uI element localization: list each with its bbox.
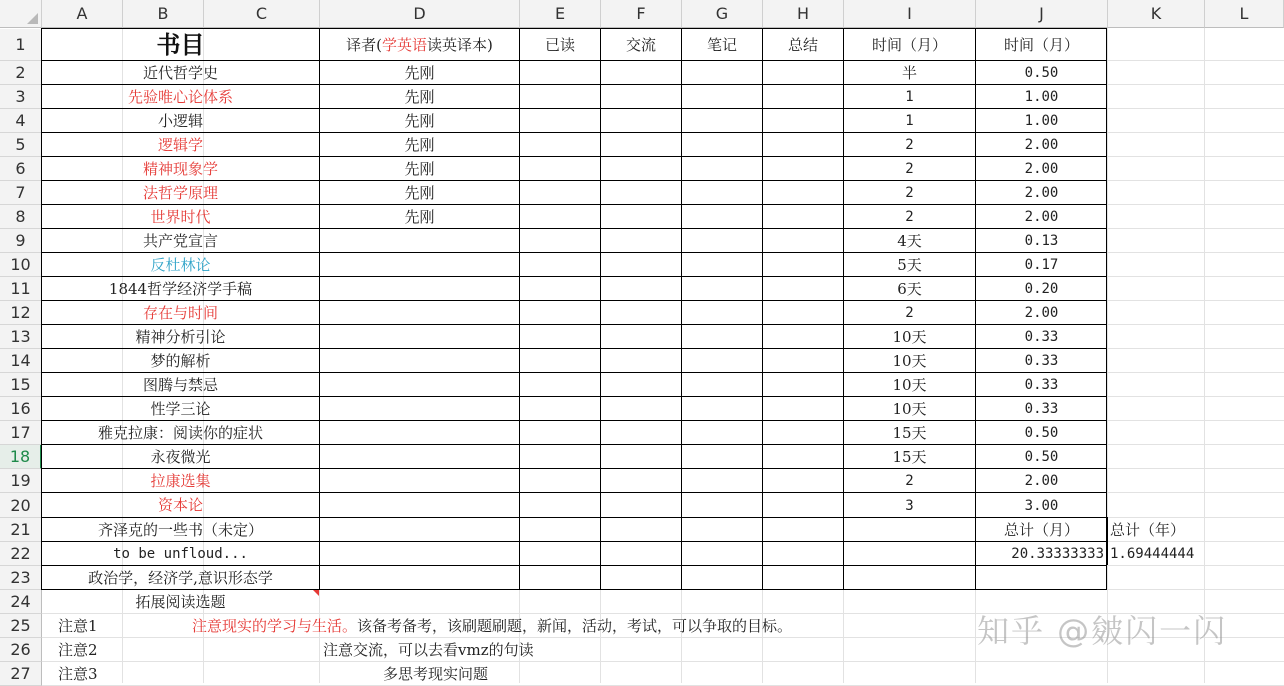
book-translator[interactable]: 先刚 — [404, 135, 435, 154]
book-months[interactable]: 0.13 — [1024, 233, 1059, 249]
book-months[interactable]: 0.50 — [1024, 425, 1059, 441]
note2-text[interactable]: 注意交流，可以去看vmz的句读 — [323, 640, 534, 659]
book-title[interactable]: 逻辑学 — [157, 135, 203, 154]
book-time[interactable]: 4天 — [897, 231, 922, 250]
book-time[interactable]: 半 — [901, 63, 917, 82]
book-time[interactable]: 10天 — [892, 375, 927, 394]
header-notes[interactable]: 笔记 — [706, 35, 737, 54]
row-header-8[interactable]: 8 — [0, 205, 42, 229]
book-months[interactable]: 0.33 — [1024, 401, 1059, 417]
book-title[interactable]: 图腾与禁忌 — [142, 375, 218, 394]
row-header-15[interactable]: 15 — [0, 373, 42, 397]
note3-text[interactable]: 多思考现实问题 — [383, 664, 489, 683]
book-title[interactable]: 资本论 — [157, 496, 203, 514]
table-border-v — [762, 517, 763, 590]
row-header-12[interactable]: 12 — [0, 301, 42, 325]
row-header-9[interactable]: 9 — [0, 229, 42, 253]
book-time[interactable]: 3 — [905, 497, 914, 514]
book-title[interactable]: 法哲学原理 — [142, 183, 218, 202]
column-header-i[interactable]: I — [844, 0, 976, 28]
book-translator[interactable] — [320, 469, 519, 493]
book-time[interactable]: 10天 — [892, 327, 927, 346]
column-header-f[interactable]: F — [601, 0, 682, 28]
note1-black-text: 该备考备考，该刷题刷题，新闻，活动，考试，可以争取的目标。 — [357, 616, 793, 635]
book-translator[interactable]: 先刚 — [404, 87, 435, 106]
gridline-v — [1204, 28, 1205, 683]
book-months[interactable]: 2.00 — [1024, 185, 1059, 201]
book-time[interactable]: 2 — [905, 161, 914, 177]
column-header-g[interactable]: G — [682, 0, 763, 28]
table-border-v — [681, 28, 682, 519]
row-header-17[interactable]: 17 — [0, 421, 42, 445]
column-header-k[interactable]: K — [1108, 0, 1205, 28]
cell-b21[interactable]: 齐泽克的一些书（未定） — [97, 520, 263, 539]
column-header-a[interactable]: A — [42, 0, 123, 28]
column-header-l[interactable]: L — [1205, 0, 1284, 28]
header-translator[interactable] — [320, 29, 519, 61]
book-translator[interactable] — [320, 445, 519, 469]
book-time[interactable]: 5天 — [897, 255, 922, 274]
book-translator[interactable] — [320, 325, 519, 349]
note2-label[interactable]: 注意2 — [58, 640, 98, 659]
book-title[interactable]: 精神现象学 — [142, 159, 218, 178]
book-months[interactable]: 3.00 — [1024, 497, 1059, 514]
book-title[interactable]: 存在与时间 — [142, 303, 218, 322]
row-header-24[interactable]: 24 — [0, 590, 42, 614]
row-header-13[interactable]: 13 — [0, 325, 42, 349]
column-header-c[interactable]: C — [204, 0, 320, 28]
comment-indicator[interactable] — [313, 590, 319, 596]
book-months[interactable]: 0.20 — [1024, 281, 1059, 297]
header-read[interactable]: 已读 — [544, 35, 575, 54]
book-translator[interactable] — [320, 397, 519, 421]
table-border-v — [600, 517, 601, 590]
header-time-j[interactable]: 时间（月） — [1003, 35, 1079, 54]
table-border-v — [762, 28, 763, 519]
note3-label[interactable]: 注意3 — [58, 664, 98, 683]
header-translator-highlight: 学英语 — [381, 35, 427, 54]
book-translator[interactable] — [320, 301, 519, 325]
book-months[interactable]: 2.00 — [1024, 161, 1059, 177]
book-title[interactable]: 先验唯心论体系 — [127, 87, 233, 106]
row-header-21[interactable]: 21 — [0, 518, 42, 542]
select-all-triangle-icon — [27, 13, 38, 24]
table-border-v — [843, 517, 844, 590]
book-months[interactable]: 0.33 — [1024, 377, 1059, 393]
book-months[interactable]: 0.33 — [1024, 329, 1059, 345]
book-translator[interactable] — [320, 493, 519, 518]
book-time[interactable]: 1 — [905, 113, 914, 129]
row-header-18[interactable]: 18 — [0, 445, 42, 469]
row-header-27[interactable]: 27 — [0, 662, 42, 686]
book-time[interactable]: 2 — [905, 137, 914, 153]
gridline-v — [1107, 28, 1108, 683]
book-title[interactable]: 世界时代 — [150, 207, 211, 226]
row-header-10[interactable]: 10 — [0, 253, 42, 277]
row-header-19[interactable]: 19 — [0, 469, 42, 493]
book-title[interactable]: 精神分析引论 — [135, 327, 226, 346]
book-time[interactable]: 2 — [905, 305, 914, 321]
table-border-v — [681, 517, 682, 590]
book-translator[interactable]: 先刚 — [404, 111, 435, 130]
book-translator[interactable]: 先刚 — [404, 159, 435, 178]
header-translator-prefix: 译者( — [346, 35, 382, 54]
row-header-6[interactable]: 6 — [0, 157, 42, 181]
book-translator[interactable] — [320, 349, 519, 373]
book-title[interactable]: 雅克拉康：阅读你的症状 — [97, 423, 263, 442]
book-translator[interactable] — [320, 253, 519, 277]
total-month-value[interactable]: 20.33333333 — [1011, 546, 1104, 562]
row-header-7[interactable]: 7 — [0, 181, 42, 205]
column-header-h[interactable]: H — [763, 0, 844, 28]
cell-b24[interactable]: 拓展阅读选题 — [135, 592, 226, 611]
book-months[interactable]: 0.33 — [1024, 353, 1059, 369]
total-year-value[interactable]: 1.69444444 — [1110, 546, 1195, 562]
row-header-25[interactable]: 25 — [0, 614, 42, 638]
book-translator[interactable] — [320, 229, 519, 253]
header-time-i[interactable]: 时间（月） — [871, 35, 947, 54]
note1-text[interactable] — [190, 614, 910, 638]
book-translator[interactable]: 先刚 — [404, 63, 435, 82]
cell-b22[interactable]: to be unfloud... — [113, 546, 248, 562]
book-title[interactable]: 拉康选集 — [150, 471, 211, 490]
book-translator[interactable]: 先刚 — [404, 207, 435, 226]
book-time[interactable]: 10天 — [892, 351, 927, 370]
book-title[interactable]: 性学三论 — [150, 399, 211, 418]
cell-b23[interactable]: 政治学，经济学,意识形态学 — [88, 568, 273, 587]
book-translator[interactable] — [320, 277, 519, 301]
book-months[interactable]: 2.00 — [1024, 305, 1059, 321]
table-border-v — [319, 517, 320, 590]
row-header-5[interactable]: 5 — [0, 133, 42, 157]
note1-label[interactable]: 注意1 — [58, 616, 98, 635]
book-time[interactable]: 2 — [905, 473, 914, 489]
book-time[interactable]: 10天 — [892, 399, 927, 418]
header-discuss[interactable]: 交流 — [625, 35, 656, 54]
book-title[interactable]: 反杜林论 — [150, 255, 211, 274]
row-header-1[interactable]: 1 — [0, 29, 42, 61]
table-border-v — [600, 28, 601, 519]
book-time[interactable]: 2 — [905, 185, 914, 201]
book-time[interactable]: 15天 — [892, 447, 927, 466]
book-title[interactable]: 近代哲学史 — [142, 63, 218, 82]
row-header-2[interactable]: 2 — [0, 61, 42, 85]
column-header-b[interactable]: B — [123, 0, 204, 28]
row-header-22[interactable]: 22 — [0, 542, 42, 566]
book-time[interactable]: 6天 — [897, 279, 922, 298]
book-months[interactable]: 1.00 — [1024, 113, 1059, 129]
row-header-23[interactable]: 23 — [0, 566, 42, 590]
book-translator[interactable] — [320, 373, 519, 397]
book-title[interactable]: 梦的解析 — [150, 351, 211, 370]
column-header-e[interactable]: E — [520, 0, 601, 28]
book-time[interactable]: 15天 — [892, 423, 927, 442]
row-header-16[interactable]: 16 — [0, 397, 42, 421]
book-months[interactable]: 2.00 — [1024, 209, 1059, 225]
note1-red-text: 注意现实的学习与生活。 — [192, 616, 358, 635]
book-title[interactable]: 共产党宣言 — [142, 231, 218, 250]
row-header-11[interactable]: 11 — [0, 277, 42, 301]
header-summary[interactable]: 总结 — [787, 35, 818, 54]
column-header-d[interactable]: D — [320, 0, 520, 28]
book-title[interactable]: 永夜微光 — [150, 447, 211, 466]
book-months[interactable]: 2.00 — [1024, 473, 1059, 489]
book-months[interactable]: 2.00 — [1024, 137, 1059, 153]
row-header-14[interactable]: 14 — [0, 349, 42, 373]
row-header-20[interactable]: 20 — [0, 493, 42, 518]
book-months[interactable]: 0.50 — [1024, 449, 1059, 465]
gridline-h — [42, 661, 1284, 662]
book-time[interactable]: 2 — [905, 209, 914, 225]
header-book[interactable]: 书目 — [156, 30, 205, 59]
table-border-v — [519, 517, 520, 590]
book-months[interactable]: 0.17 — [1024, 257, 1059, 273]
book-time[interactable]: 1 — [905, 89, 914, 105]
watermark: 知乎 @皴闪一闪 — [977, 612, 1228, 650]
book-months[interactable]: 1.00 — [1024, 89, 1059, 105]
column-header-j[interactable]: J — [976, 0, 1108, 28]
row-header-3[interactable]: 3 — [0, 85, 42, 109]
book-title[interactable]: 1844哲学经济学手稿 — [108, 279, 253, 298]
header-translator-suffix: 读英译本) — [427, 35, 493, 54]
total-year-label[interactable]: 总计（年） — [1110, 520, 1186, 539]
book-translator[interactable] — [320, 421, 519, 445]
table-border-v — [519, 28, 520, 519]
select-all-corner[interactable] — [0, 0, 42, 28]
row-header-26[interactable]: 26 — [0, 638, 42, 662]
row-header-4[interactable]: 4 — [0, 109, 42, 133]
total-month-label[interactable]: 总计（月） — [1003, 520, 1079, 539]
book-translator[interactable]: 先刚 — [404, 183, 435, 202]
book-months[interactable]: 0.50 — [1024, 65, 1059, 81]
book-title[interactable]: 小逻辑 — [157, 111, 203, 130]
